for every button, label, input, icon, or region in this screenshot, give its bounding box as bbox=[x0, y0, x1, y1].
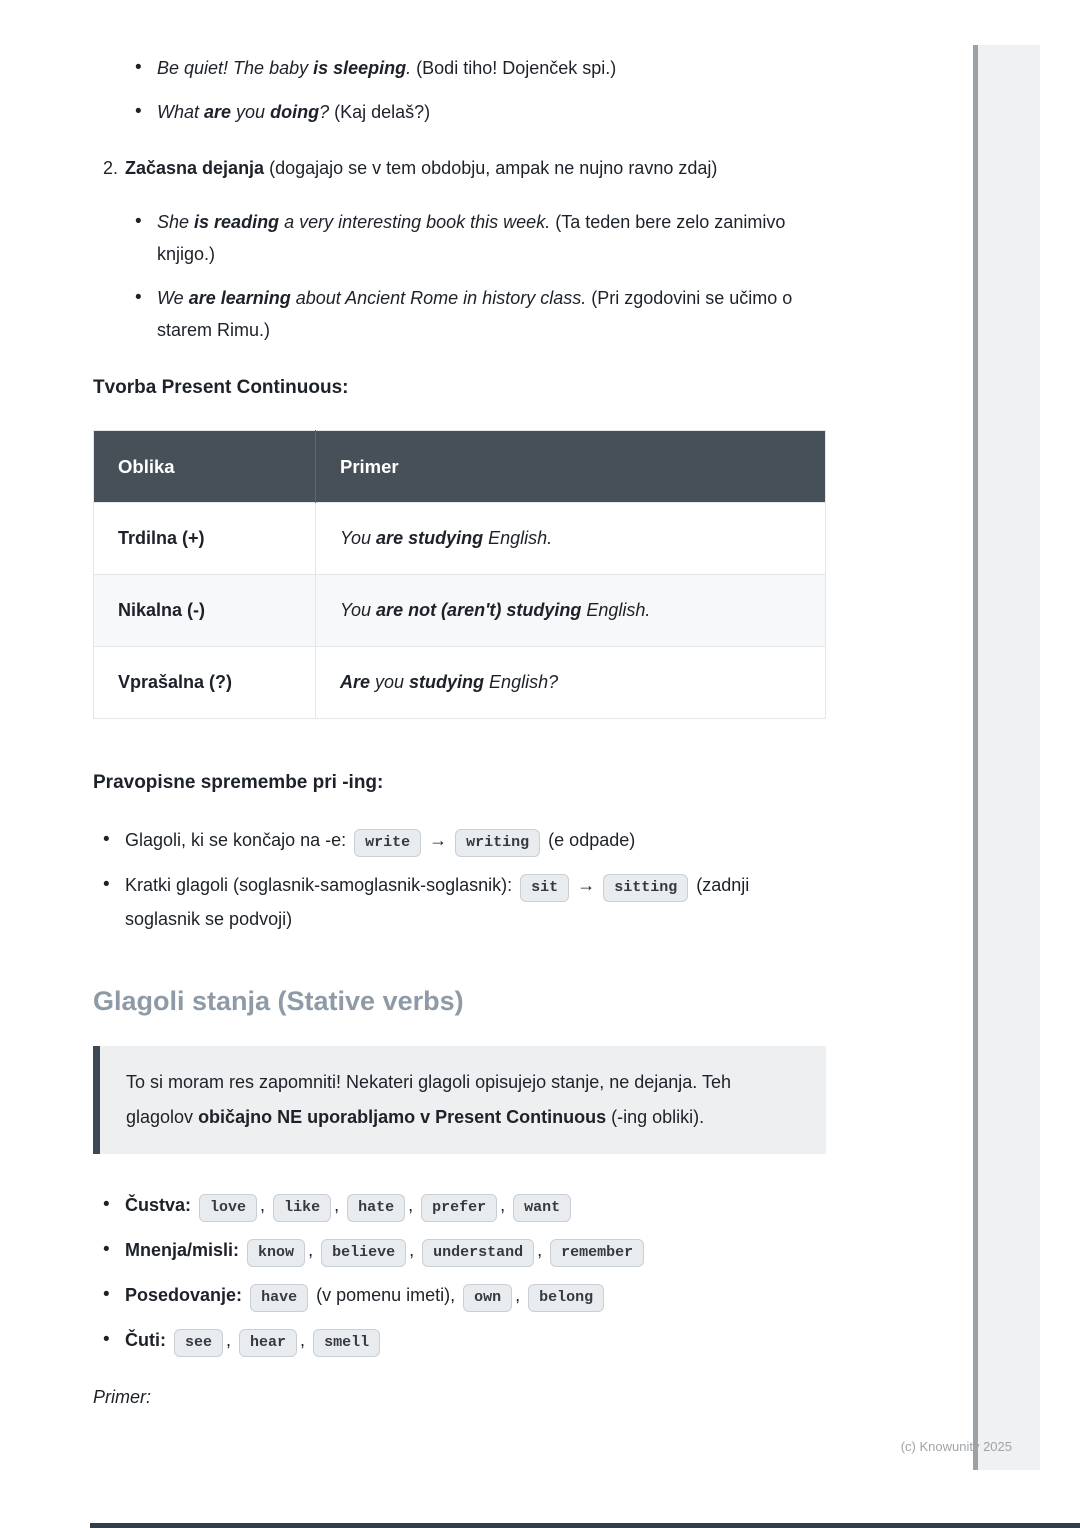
bullet-marker: • bbox=[135, 101, 142, 122]
table-cell-example: You are not (aren't) studying English. bbox=[316, 575, 826, 647]
table-cell-label: Trdilna (+) bbox=[94, 503, 316, 575]
list-item-text: Čuti: see , hear , smell bbox=[125, 1323, 826, 1357]
bullet-marker: • bbox=[103, 1329, 110, 1350]
table-header-primer: Primer bbox=[316, 431, 826, 503]
spelling-list bbox=[93, 823, 826, 936]
numbered-item-text: Začasna dejanja (dogajajo se v tem obdobju, ampak ne nujno ravno zdaj) bbox=[125, 158, 718, 178]
note-blockquote: To si moram res zapomniti! Nekateri glagoli opisujejo stanje, ne dejanja. Teh glagolov običajno NE uporabljamo v Present Continuous (-ing obliki). bbox=[93, 1046, 826, 1154]
document-content bbox=[93, 0, 826, 1411]
section-heading-stative: Glagoli stanja (Stative verbs) bbox=[93, 986, 464, 1016]
numbered-item-sublist bbox=[93, 206, 826, 346]
footer-credit: (c) Knowunity 2025 bbox=[900, 1439, 1012, 1454]
next-page-edge bbox=[90, 1523, 1080, 1528]
list-item bbox=[93, 282, 826, 346]
list-item-text: Glagoli, ki se končajo na -e: write → writing (e odpade) bbox=[125, 823, 826, 857]
list-item bbox=[93, 1188, 826, 1222]
table-cell-example: Are you studying English? bbox=[316, 647, 826, 719]
bullet-marker: • bbox=[103, 874, 110, 895]
list-item-text: We are learning about Ancient Rome in history class. (Pri zgodovini se učimo o starem Rimu.) bbox=[157, 288, 793, 340]
list-item-text: Mnenja/misli: know , believe , understand , remember bbox=[125, 1233, 826, 1267]
table-row bbox=[94, 575, 826, 647]
item-number: 2. bbox=[103, 158, 119, 178]
table-cell-label: Nikalna (-) bbox=[94, 575, 316, 647]
table-row bbox=[94, 503, 826, 575]
list-item-text: She is reading a very interesting book this week. (Ta teden bere zelo zanimivo knjigo.) bbox=[157, 212, 786, 264]
list-item bbox=[93, 1278, 826, 1312]
bullet-marker: • bbox=[103, 1284, 110, 1305]
list-item-text: Kratki glagoli (soglasnik-samoglasnik-soglasnik): sit → sitting (zadnji soglasnik se podvoji) bbox=[125, 875, 750, 929]
bullet-marker: • bbox=[103, 1194, 110, 1215]
bullet-marker: • bbox=[103, 1239, 110, 1260]
scrollbar[interactable] bbox=[973, 45, 1040, 1470]
list-item bbox=[93, 823, 826, 857]
primer-label: Primer: bbox=[93, 1387, 151, 1407]
table-cell-label: Vprašalna (?) bbox=[94, 647, 316, 719]
table-header-row bbox=[94, 431, 826, 503]
table-row bbox=[94, 647, 826, 719]
bullet-marker: • bbox=[135, 57, 142, 78]
list-item-text: Be quiet! The baby is sleeping. (Bodi tiho! Dojenček spi.) bbox=[157, 58, 617, 78]
numbered-item bbox=[93, 152, 826, 184]
list-item bbox=[93, 1233, 826, 1267]
bullet-marker: • bbox=[135, 287, 142, 308]
scrollbar-track[interactable] bbox=[978, 45, 1040, 1470]
bullet-marker: • bbox=[103, 829, 110, 850]
list-item bbox=[93, 52, 826, 84]
table-cell-example: You are studying English. bbox=[316, 503, 826, 575]
list-item bbox=[93, 868, 826, 936]
section-heading-tvorba: Tvorba Present Continuous: bbox=[93, 377, 349, 398]
stative-list bbox=[93, 1188, 826, 1357]
list-item bbox=[93, 206, 826, 270]
section-heading-pravopis: Pravopisne spremembe pri -ing: bbox=[93, 772, 384, 793]
list-item-text: What are you doing? (Kaj delaš?) bbox=[157, 102, 431, 122]
list-item-text: Čustva: love , like , hate , prefer , want bbox=[125, 1188, 826, 1222]
table-header-oblika: Oblika bbox=[94, 431, 316, 503]
grammar-table bbox=[93, 430, 826, 719]
list-item bbox=[93, 96, 826, 128]
list-item bbox=[93, 1323, 826, 1357]
bullet-marker: • bbox=[135, 211, 142, 232]
intro-bullet-list bbox=[93, 52, 826, 128]
list-item-text: Posedovanje: have (v pomenu imeti), own , belong bbox=[125, 1278, 826, 1312]
